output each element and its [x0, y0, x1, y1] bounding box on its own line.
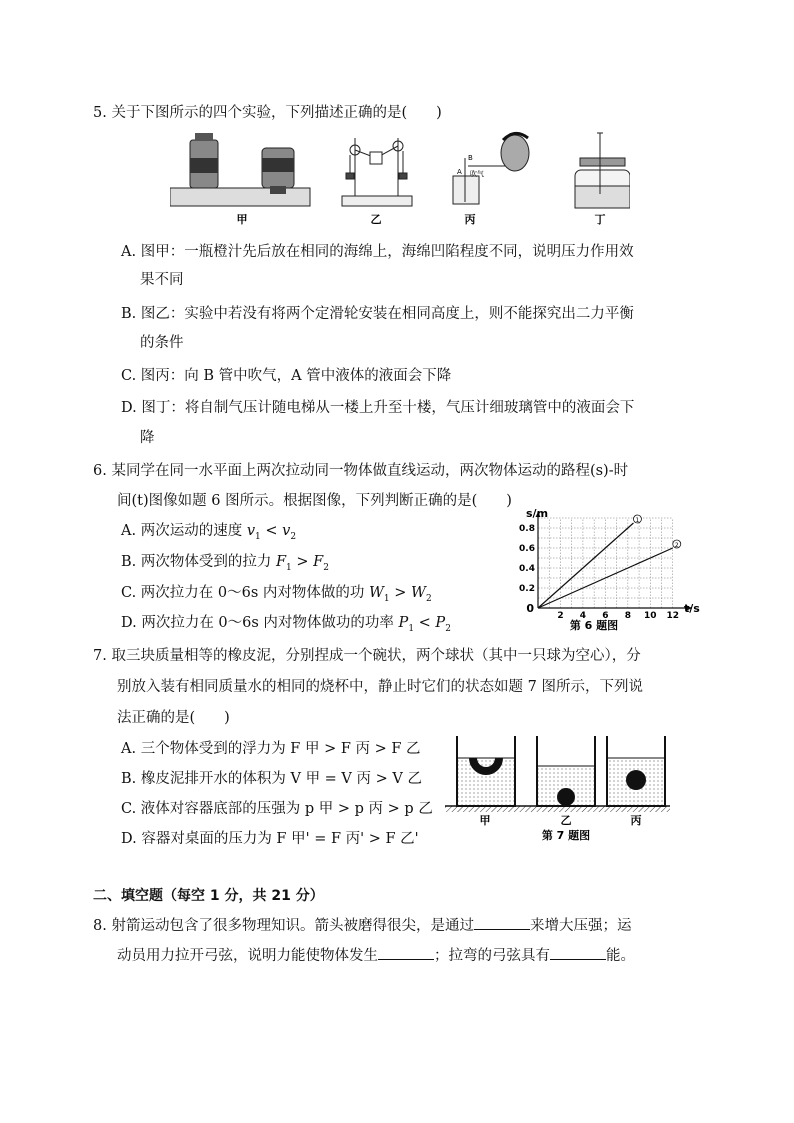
fig-bing-a: A	[457, 168, 462, 176]
x-tick-label: 8	[624, 611, 631, 621]
q7-figure	[445, 728, 670, 846]
x-tick-label: 2	[557, 611, 564, 621]
q5-figure	[170, 128, 630, 228]
fig-jia-bottles	[170, 133, 310, 206]
beaker-label-yi: 乙	[560, 814, 572, 827]
y-tick-label: 0.6	[519, 544, 535, 554]
fig-label-bing: 丙	[464, 213, 476, 226]
series-label-2: 2	[674, 542, 679, 549]
fig-ding-barometer	[575, 133, 630, 208]
fig-bing-tubes	[453, 133, 529, 204]
y-tick-label: 0.8	[519, 524, 535, 534]
answer-blank-3[interactable]	[550, 945, 606, 960]
chart-ticks	[519, 524, 679, 621]
answer-blank-2[interactable]	[378, 945, 434, 960]
q7-stem-line1: 7. 取三块质量相等的橡皮泥，分别捏成一个碗状，两个球状（其中一只球为空心），分	[93, 648, 641, 664]
y-tick-label: 0.4	[519, 564, 535, 574]
x-tick-label: 12	[666, 611, 680, 621]
q5-stem: 5. 关于下图所示的四个实验，下列描述正确的是( )	[93, 105, 442, 121]
q5-option-d-line1: D. 图丁：将自制气压计随电梯从一楼上升至十楼，气压计细玻璃管中的液面会下	[121, 400, 635, 416]
fig-label-yi: 乙	[370, 213, 382, 226]
answer-blank-1[interactable]	[474, 915, 530, 930]
q7-option-b: B. 橡皮泥排开水的体积为 V 甲 = V 丙 > V 乙	[121, 771, 422, 787]
x-tick-label: 4	[579, 611, 587, 621]
x-tick-label: 10	[644, 611, 657, 621]
q7-option-d: D. 容器对桌面的压力为 F 甲' = F 丙' > F 乙'	[121, 831, 419, 847]
q6-option-c: C. 两次拉力在 0～6s 内对物体做的功 $W_1 > W_2$	[121, 585, 432, 604]
q7-stem-line2: 别放入装有相同质量水的相同的烧杯中，静止时它们的状态如题 7 图所示，下列说	[117, 679, 643, 695]
x-tick-label: 6	[602, 611, 609, 621]
fig-label-ding: 丁	[594, 213, 606, 226]
q5-option-b-line1: B. 图乙：实验中若没有将两个定滑轮安装在相同高度上，则不能探究出二力平衡	[121, 306, 634, 322]
hollow-ball	[626, 770, 646, 790]
fig-bing-b: B	[468, 154, 473, 162]
y-tick-label: 0.2	[519, 584, 535, 594]
fig-yi-pulleys	[342, 138, 412, 206]
chart-ylabel: s/m	[526, 508, 549, 520]
q6-stem-line1: 6. 某同学在同一水平面上两次拉动同一物体做直线运动，两次物体运动的路程(s)-时	[93, 463, 629, 479]
q8-line2: 动员用力拉开弓弦，说明力能使物体发生 ；拉弯的弓弦具有 能。	[117, 944, 635, 965]
beaker-label-bing: 丙	[630, 814, 642, 827]
q5-option-c: C. 图丙：向 B 管中吹气，A 管中液体的液面会下降	[121, 368, 452, 384]
chart-xlabel: t/s	[684, 602, 700, 615]
chart-series	[538, 515, 681, 608]
solid-ball	[557, 788, 575, 806]
series-label-1: 1	[635, 517, 640, 524]
chart-grid	[538, 518, 673, 608]
beaker-jia	[457, 736, 515, 806]
q5-option-a-line1: A. 图甲：一瓶橙汁先后放在相同的海绵上，海绵凹陷程度不同，说明压力作用效	[121, 244, 634, 260]
q7-option-c: C. 液体对容器底部的压强为 p 甲 > p 丙 > p 乙	[121, 801, 433, 817]
chart-axes	[536, 512, 693, 611]
q7-figure-title: 第 7 题图	[541, 829, 591, 842]
q7-stem-line3: 法正确的是( )	[117, 710, 230, 726]
q8-line1: 8. 射箭运动包含了很多物理知识。箭头被磨得很尖，是通过 来增大压强；运	[93, 914, 631, 935]
fig-bing-blow: 吹气	[470, 170, 484, 178]
q6-option-d: D. 两次拉力在 0～6s 内对物体做功的功率 $P_1 < P_2$	[121, 615, 451, 634]
q6-chart	[510, 508, 700, 636]
fig-label-jia: 甲	[236, 213, 248, 226]
q5-option-d-line2: 降	[140, 430, 155, 446]
q6-option-b: B. 两次物体受到的拉力 $F_1 > F_2$	[121, 554, 329, 573]
chart-origin: 0	[526, 602, 534, 615]
q6-option-a: A. 两次运动的速度 $v_1 < v_2$	[121, 523, 297, 542]
q5-option-a-line2: 果不同	[140, 272, 184, 288]
beaker-label-jia: 甲	[479, 814, 491, 827]
q6-stem-line2: 间(t)图像如题 6 图所示。根据图像，下列判断正确的是( )	[117, 493, 512, 509]
series-line-1	[538, 523, 633, 608]
beaker-yi	[537, 736, 595, 806]
beaker-bing	[607, 736, 665, 806]
chart-title: 第 6 题图	[569, 619, 619, 632]
q5-option-b-line2: 的条件	[140, 335, 184, 351]
section-title: 二、填空题（每空 1 分，共 21 分）	[93, 888, 324, 904]
q7-option-a: A. 三个物体受到的浮力为 F 甲 > F 丙 > F 乙	[121, 741, 421, 757]
